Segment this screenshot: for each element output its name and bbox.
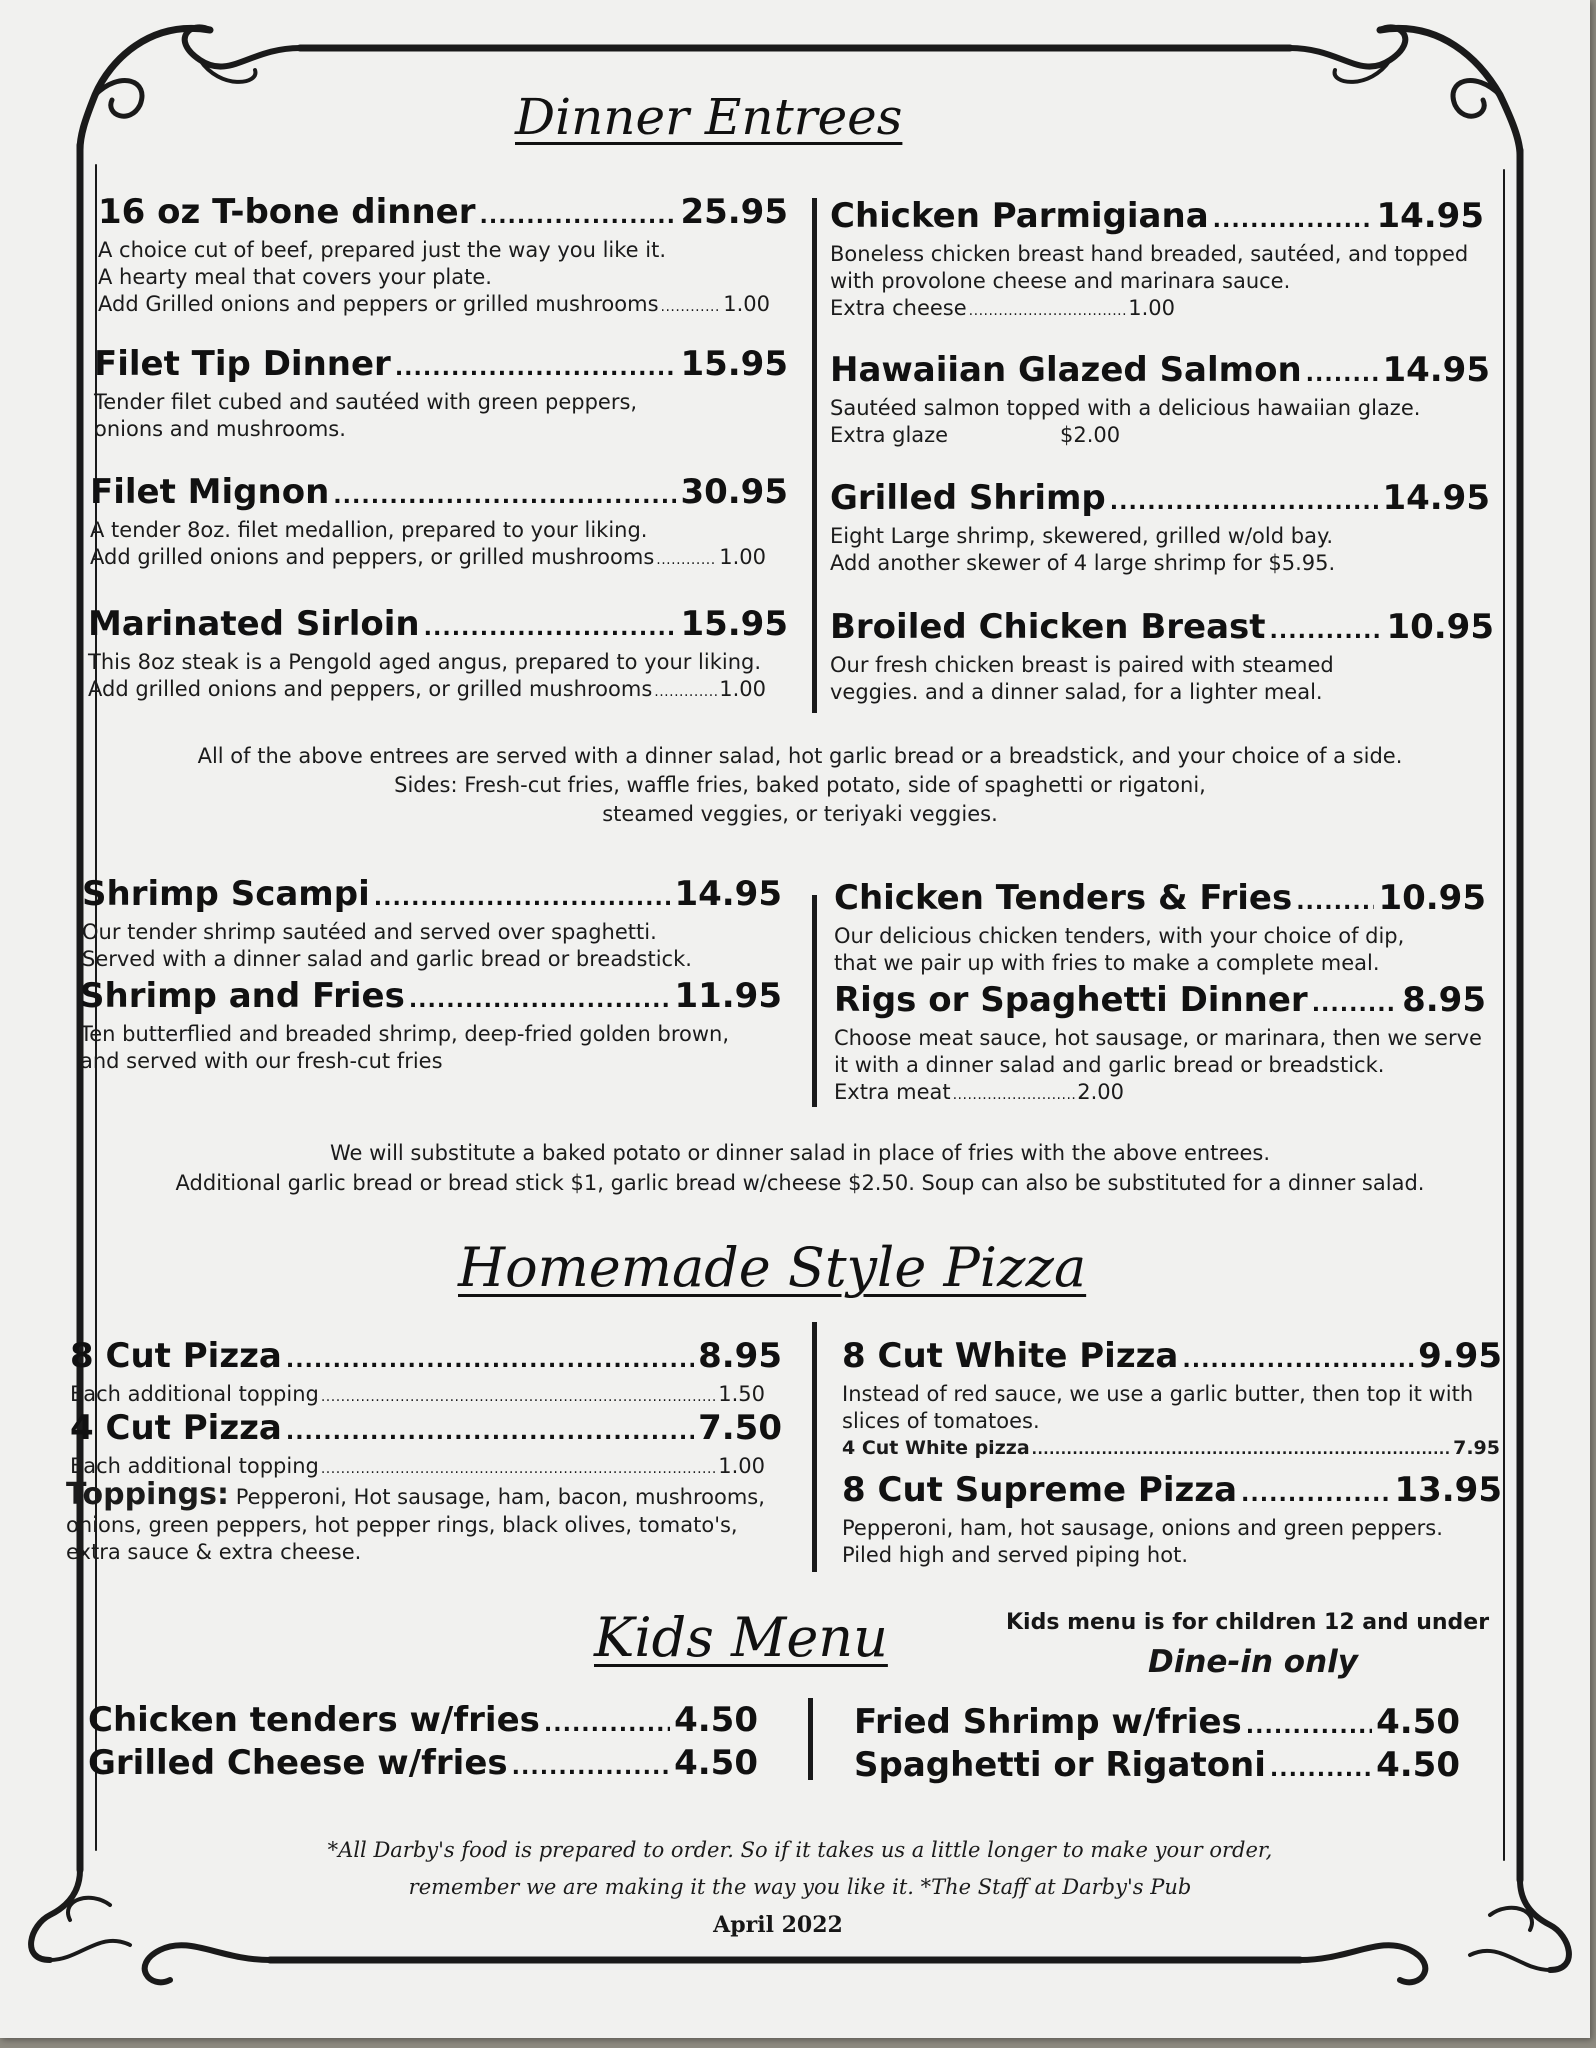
toppings-list: Pepperoni, Hot sausage, ham, bacon, mushrooms, [235,1485,765,1509]
item-addon: Add grilled onions and peppers, or grilled mushrooms ..... 1.00 [90,544,766,574]
item-name: Filet Tip Dinner [94,344,391,384]
item-description: Our delicious chicken tenders, with your choice of dip, [834,924,1405,948]
item-description: Piled high and served piping hot. [842,1543,1188,1567]
item-addon: Each additional topping ..... 1.50 [70,1381,765,1411]
item-price: 14.95 [674,874,782,914]
item-addon: Add grilled onions and peppers, or grilled mushrooms ..... 1.00 [88,676,766,706]
menu-item-filet-tip [94,344,788,443]
item-price: 4.50 [1376,1702,1460,1742]
toppings-label: Toppings: [66,1477,230,1512]
menu-item-rigs-spaghetti [834,980,1486,1109]
item-name: Grilled Shrimp [830,478,1106,518]
menu-item-8-cut-white-pizza [842,1336,1502,1464]
item-name: Rigs or Spaghetti Dinner [834,980,1308,1020]
item-description: This 8oz steak is a Pengold aged angus, prepared to your liking. [88,650,762,674]
item-name: Fried Shrimp w/fries [854,1702,1242,1742]
menu-date: April 2022 [713,1912,843,1938]
menu-item-8-cut-pizza [70,1336,782,1411]
item-price: 13.95 [1394,1470,1502,1510]
item-addon: 4 Cut White pizza ..... 7.95 [842,1435,1500,1464]
item-name: Spaghetti or Rigatoni [854,1745,1266,1785]
item-price: 9.95 [1418,1336,1502,1376]
item-extra: Extra glaze $2.00 [830,423,1121,447]
item-name: Chicken Tenders & Fries [834,878,1293,918]
item-price: 4.50 [1376,1745,1460,1785]
menu-item-broiled-chicken [830,607,1494,706]
specials-divider [812,895,817,1107]
kids-age-note: Kids menu is for children 12 and under [1006,1610,1490,1635]
item-description: onions and mushrooms. [94,417,346,441]
toppings-list: extra sauce & extra cheese. [66,1540,362,1564]
item-price: 7.50 [698,1408,782,1448]
item-price: 10.95 [1378,878,1486,918]
item-description: that we pair up with fries to make a complete meal. [834,951,1380,975]
pizza-divider [812,1322,817,1572]
item-description: Pepperoni, ham, hot sausage, onions and green peppers. [842,1516,1443,1540]
item-description: Our tender shrimp sautéed and served over spaghetti. [82,920,657,944]
item-description: Eight Large shrimp, skewered, grilled w/old bay. [830,524,1334,548]
item-price: 15.95 [680,344,788,384]
item-description: Sautéed salmon topped with a delicious hawaiian glaze. [830,396,1421,420]
item-addon: Extra meat ..... 2.00 [834,1079,1124,1109]
item-name: Chicken Parmigiana [830,196,1209,236]
toppings-list: onions, green peppers, hot pepper rings, black olives, tomato's, [66,1513,738,1537]
menu-item-grilled-shrimp [830,478,1490,577]
menu-item-shrimp-scampi [82,874,782,973]
dinner-sides-note: All of the above entrees are served with a dinner salad, hot garlic bread or a breadstick, and your choice of a side. Sides: Fresh-cut fries, waffle fries, baked potato, side of spaghetti or rigatoni, steamed veggies, or teriyaki veggies. [197,744,1403,826]
menu-item-filet-mignon [90,472,788,574]
dinner-divider [812,198,817,713]
item-price: 15.95 [680,604,788,644]
footer-note: *All Darby's food is prepared to order. So if it takes us a little longer to make your order, remember we are making it the way you like it. *The Staff at Darby's Pub [327,1838,1273,1899]
item-description: slices of tomatoes. [842,1409,1040,1433]
item-name: 16 oz T-bone dinner [98,192,476,232]
item-name: Grilled Cheese w/fries [88,1743,508,1783]
menu-item-4-cut-pizza [70,1408,782,1483]
item-addon: Add Grilled onions and peppers or grilled mushrooms ..... 1.00 [98,291,770,321]
item-price: 8.95 [1402,980,1486,1020]
item-name: 8 Cut White Pizza [842,1336,1179,1376]
dinner-entrees-title: Dinner Entrees [515,88,903,146]
item-description: Choose meat sauce, hot sausage, or marinara, then we serve [834,1026,1482,1050]
menu-item-hawaiian-salmon [830,350,1490,449]
item-price: 4.50 [674,1743,758,1783]
kids-dine-in-note: Dine-in only [1148,1644,1359,1680]
kids-divider [808,1698,813,1780]
item-name: Filet Mignon [90,472,330,512]
pizza-title: Homemade Style Pizza [458,1236,1087,1299]
item-description: Tender filet cubed and sautéed with green peppers, [94,390,638,414]
item-description: Add another skewer of 4 large shrimp for $5.95. [830,551,1336,575]
item-description: Served with a dinner salad and garlic bread or breadstick. [82,947,692,971]
menu-item-t-bone [98,192,788,321]
item-price: 25.95 [680,192,788,232]
menu-item-marinated-sirloin [88,604,788,706]
item-name: 4 Cut Pizza [70,1408,282,1448]
menu-item-chicken-parmigiana [830,196,1484,325]
kids-item-grilled-cheese [88,1743,758,1788]
item-addon: Each additional topping ..... 1.00 [70,1453,765,1483]
item-price: 4.50 [674,1700,758,1740]
item-price: 14.95 [1376,196,1484,236]
item-addon: Extra cheese ..... 1.00 [830,295,1175,325]
item-description: with provolone cheese and marinara sauce. [830,269,1291,293]
item-description: Boneless chicken breast hand breaded, sautéed, and topped [830,242,1469,266]
item-description: it with a dinner salad and garlic bread or breadstick. [834,1053,1385,1077]
item-price: 14.95 [1382,350,1490,390]
item-description: A hearty meal that covers your plate. [98,265,492,289]
item-description: veggies. and a dinner salad, for a lighter meal. [830,680,1323,704]
item-price: 14.95 [1382,478,1490,518]
item-name: Shrimp Scampi [82,874,370,914]
item-name: Marinated Sirloin [88,604,420,644]
item-price: 30.95 [680,472,788,512]
kids-menu-title: Kids Menu [594,1606,888,1669]
substitution-note: We will substitute a baked potato or dinner salad in place of fries with the above entrees. Additional garlic bread or bread stick $1, garlic bread w/cheese $2.50. Soup can also be substituted for a dinner salad. [175,1141,1425,1195]
item-description: Instead of red sauce, we use a garlic butter, then top it with [842,1382,1474,1406]
menu-item-shrimp-and-fries [80,976,782,1075]
item-description: Our fresh chicken breast is paired with steamed [830,653,1334,677]
menu-item-8-cut-supreme-pizza [842,1470,1502,1569]
item-name: Broiled Chicken Breast [830,607,1266,647]
kids-item-chicken-tenders [88,1700,758,1745]
pizza-toppings [66,1477,796,1566]
item-price: 8.95 [698,1336,782,1376]
item-name: 8 Cut Supreme Pizza [842,1470,1238,1510]
item-price: 10.95 [1386,607,1494,647]
item-name: Chicken tenders w/fries [88,1700,540,1740]
item-description: A choice cut of beef, prepared just the way you like it. [98,238,666,262]
menu-item-chicken-tenders-fries [834,878,1486,977]
kids-item-fried-shrimp [854,1702,1460,1747]
kids-item-spaghetti-rigatoni [854,1745,1460,1790]
item-description: Ten butterflied and breaded shrimp, deep-fried golden brown, [80,1022,730,1046]
item-name: Hawaiian Glazed Salmon [830,350,1302,390]
item-description: and served with our fresh-cut fries [80,1049,443,1073]
item-name: Shrimp and Fries [80,976,405,1016]
item-price: 11.95 [674,976,782,1016]
item-name: 8 Cut Pizza [70,1336,282,1376]
item-description: A tender 8oz. filet medallion, prepared to your liking. [90,518,648,542]
